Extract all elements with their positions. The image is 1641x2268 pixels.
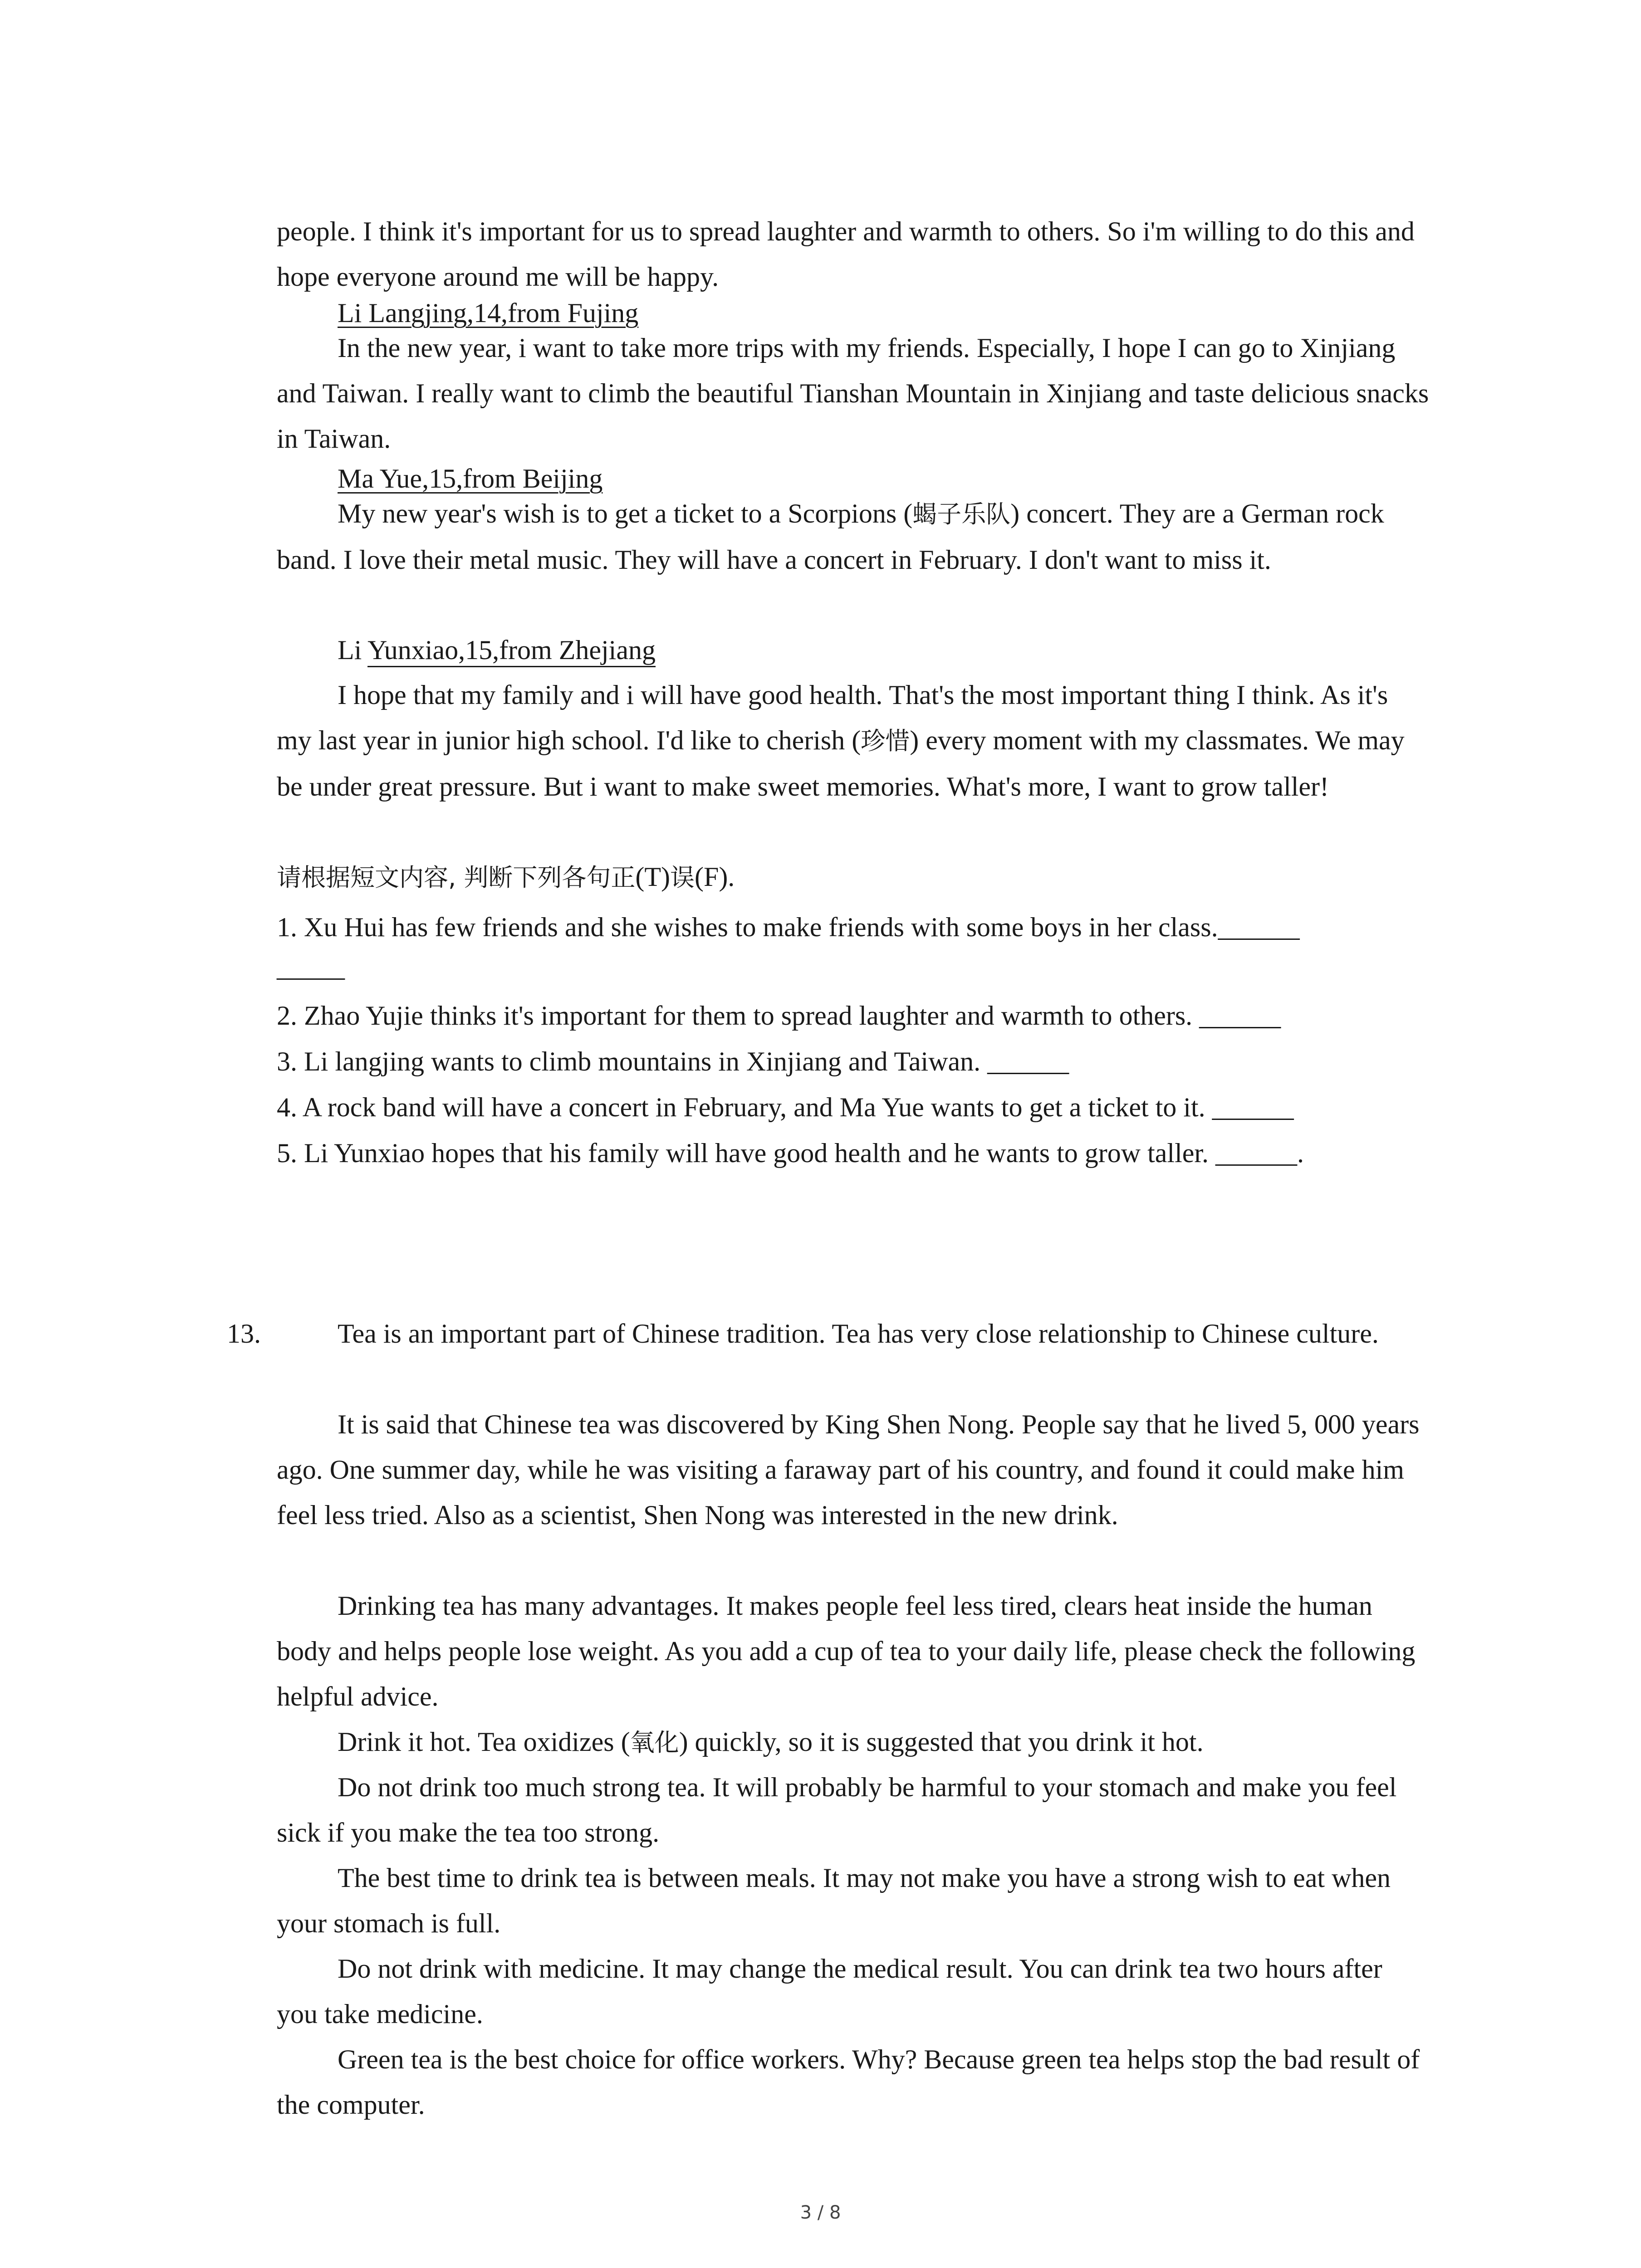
statement-4: 4. A rock band will have a concert in February, and Ma Yue wants to get a ticket to it. ______ (277, 1092, 1294, 1122)
tea-paragraph-8: Green tea is the best choice for office workers. Why? Because green tea helps stop the bad result of the computer. (277, 2044, 1420, 2120)
page-number: 3 / 8 (800, 2202, 841, 2223)
statement-2: 2. Zhao Yujie thinks it's important for them to spread laughter and warmth to others. ______ (277, 1001, 1281, 1031)
statement-3: 3. Li langjing wants to climb mountains in Xinjiang and Taiwan. ______ (277, 1046, 1069, 1076)
passage-continued-text: people. I think it's important for us to spread laughter and warmth to others. So i'm willing to do this and hope everyone around me will be happy. (277, 216, 1415, 292)
question-number: 13. (227, 1319, 261, 1349)
person-name-li-langjing: Li Langjing,14,from Fujing (338, 298, 639, 328)
tea-paragraph-5: Do not drink too much strong tea. It will probably be harmful to your stomach and make you feel sick if you make the tea too strong. (277, 1772, 1397, 1848)
person-name-ma-yue: Ma Yue,15,from Beijing (338, 464, 603, 494)
tea-paragraph-2: It is said that Chinese tea was discovered by King Shen Nong. People say that he lived 5, 000 years ago. One summer day, while he was visiting a faraway part of his country, and found it could make him feel less tried. Also as a scientist, Shen Nong was interested in the new drink. (277, 1409, 1420, 1530)
instruction: 请根据短文内容, 判断下列各句正(T)误(F). (277, 862, 735, 892)
person-text-li-langjing: In the new year, i want to take more trips with my friends. Especially, I hope I can go to Xinjiang and Taiwan. I really want to climb the beautiful Tianshan Mountain in Xinjiang and taste delicious snacks in Taiwan. (277, 333, 1429, 454)
tea-paragraph-1: Tea is an important part of Chinese tradition. Tea has very close relationship to Chinese culture. (338, 1319, 1379, 1349)
chinese-gloss: 蝎子乐队 (912, 500, 1011, 528)
person-text-li-yunxiao: I hope that my family and i will have good health. That's the most important thing I think. As it's my last year in junior high school. I'd like to cherish (珍惜) every moment with my classmates. We may be under great pressure. But i want to make sweet memories. What's more, I want to grow taller! (277, 680, 1405, 802)
person-text-ma-yue: My new year's wish is to get a ticket to a Scorpions (蝎子乐队) concert. They are a German rock band. I love their metal music. They will have a concert in February. I don't want to miss it. (277, 499, 1384, 575)
statement-5: 5. Li Yunxiao hopes that his family will have good health and he wants to grow taller. ______. (277, 1138, 1304, 1168)
tea-paragraph-4: Drink it hot. Tea oxidizes (氧化) quickly, so it is suggested that you drink it hot. (338, 1727, 1204, 1757)
tea-paragraph-3: Drinking tea has many advantages. It makes people feel less tired, clears heat inside the human body and helps people lose weight. As you add a cup of tea to your daily life, please check the following helpful advice. (277, 1591, 1416, 1711)
tea-paragraph-6: The best time to drink tea is between meals. It may not make you have a strong wish to eat when your stomach is full. (277, 1863, 1391, 1938)
tea-paragraph-7: Do not drink with medicine. It may change the medical result. You can drink tea two hours after you take medicine. (277, 1954, 1382, 2029)
statement-1-wrap: _____ (277, 952, 345, 982)
statement-1: 1. Xu Hui has few friends and she wishes to make friends with some boys in her class.______ (277, 912, 1300, 942)
chinese-gloss: 珍惜 (861, 727, 910, 755)
chinese-gloss: 氧化 (630, 1728, 679, 1757)
person-name-li-yunxiao: Li Yunxiao,15,from Zhejiang (338, 634, 656, 666)
